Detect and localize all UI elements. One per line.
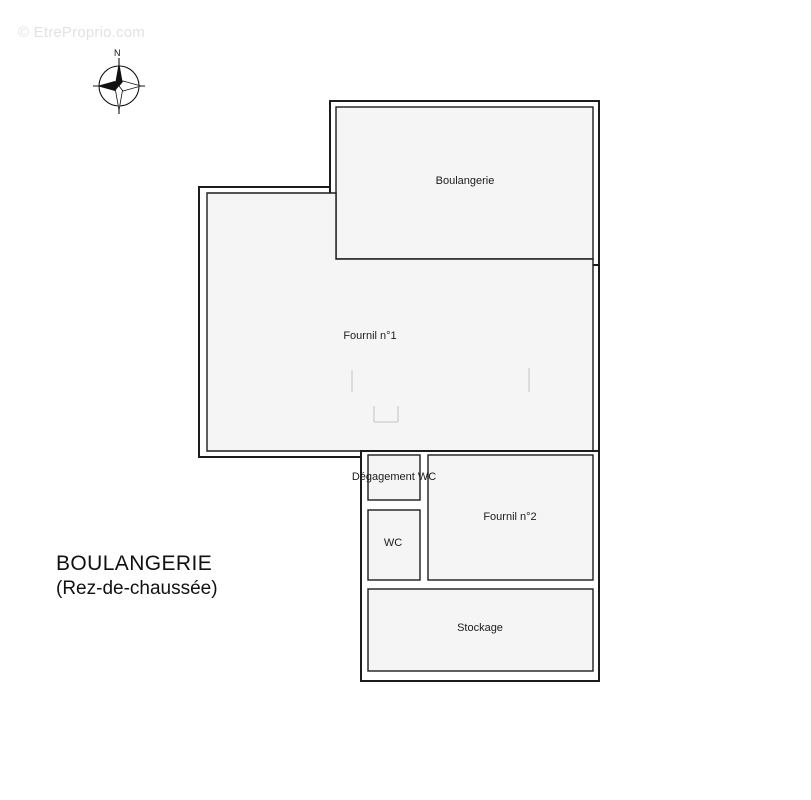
room-label-fournil-2: Fournil n°2 <box>483 511 537 523</box>
compass-north-label: N <box>114 48 121 58</box>
plan-title-main: BOULANGERIE <box>56 552 213 575</box>
room-label-stockage: Stockage <box>457 622 503 634</box>
plan-title <box>56 552 218 600</box>
compass-rose-icon <box>93 58 145 114</box>
room-label-boulangerie: Boulangerie <box>435 175 495 187</box>
room-label-wc: WC <box>383 537 403 549</box>
room-label-degagement-wc: Dégagement WC <box>351 471 437 483</box>
plan-title-sub: (Rez-de-chaussée) <box>56 578 218 599</box>
watermark: © EtreProprio.com <box>18 24 145 41</box>
room-label-fournil-1: Fournil n°1 <box>343 330 397 342</box>
